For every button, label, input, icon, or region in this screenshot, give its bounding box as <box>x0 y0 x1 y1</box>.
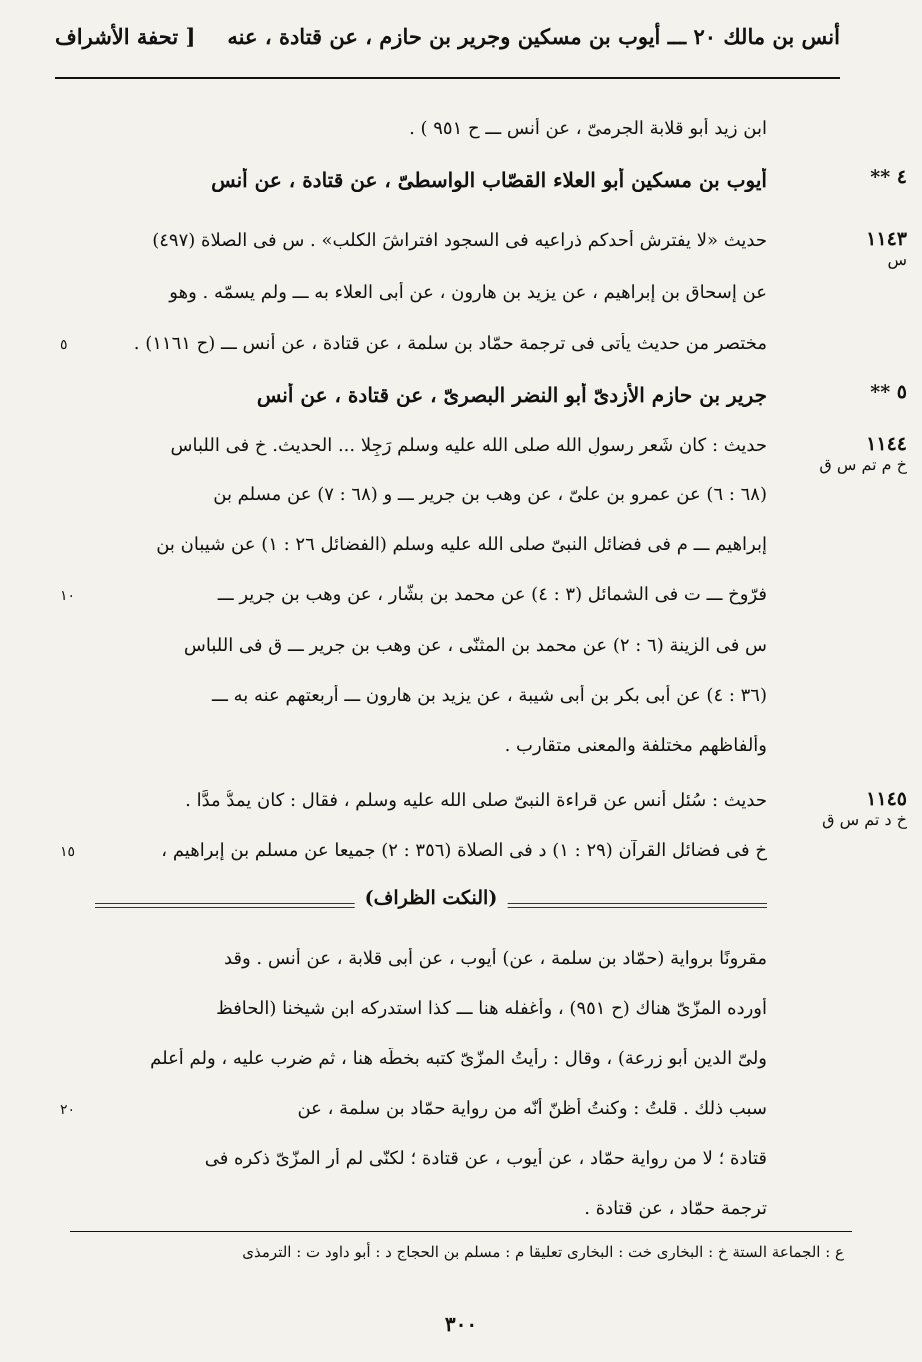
text-line: ابن زيد أبو قلابة الجرمىّ ، عن أنس ـــ ح ٩٥١ ) . <box>409 118 767 139</box>
text-line: (٣٦ : ٤) عن أبى بكر بن أبى شيبة ، عن يزيد بن هارون ـــ أربعتهم عنه به ـــ <box>212 685 767 706</box>
text-line: سبب ذلك . قلتُ : وكنتُ أظنّ أنّه من رواية حمّاد بن سلمة ، عن <box>297 1098 767 1119</box>
text-line: أورده المزّىّ هناك (ح ٩٥١) ، وأغفله هنا ـــ كذا استدركه ابن شيخنا (الحافظ <box>216 998 767 1019</box>
collection-sigla: خ د تم س ق <box>822 810 907 829</box>
entry-heading: جرير بن حازم الأزدىّ أبو النضر البصرىّ ، عن قتادة ، عن أنس <box>256 383 767 407</box>
text-line: قتادة ؛ لا من رواية حمّاد ، عن أيوب ، عن قتادة ؛ لكنّى لم أر المزّىّ ذكره فى <box>204 1148 767 1169</box>
footnote-abbreviations: ع : الجماعة الستة خ : البخارى خت : البخارى تعليقا م : مسلم بن الحجاج د : أبو داود ت : الترمذى <box>242 1243 844 1261</box>
line-number: ٥ <box>60 337 68 353</box>
text-line: فرّوخ ـــ ت فى الشمائل (٣ : ٤) عن محمد بن بشّار ، عن وهب بن جرير ـــ <box>217 584 767 605</box>
line-number: ١٠ <box>60 588 76 604</box>
margin-hadith-number <box>807 381 907 403</box>
entry-heading: أيوب بن مسكين أبو العلاء القصّاب الواسطىّ ، عن قتادة ، عن أنس <box>211 168 767 192</box>
hadith-number: ١١٤٤ <box>866 433 907 455</box>
section-title: (النكت الظراف) <box>355 887 508 909</box>
collection-sigla: خ م تم س ق <box>819 455 907 474</box>
header-left-title: [ تحفة الأشراف <box>55 24 196 49</box>
text-line: ترجمة حمّاد ، عن قتادة . <box>584 1198 767 1219</box>
hadith-number: ١١٤٥ <box>866 788 907 810</box>
running-header <box>55 20 840 60</box>
hadith-number: ١١٤٣ <box>866 228 907 250</box>
margin-hadith-number <box>807 166 907 188</box>
text-line: حديث : سُئل أنس عن قراءة النبىّ صلى الله عليه وسلم ، فقال : كان يمدُّ مدًّا . <box>185 790 767 811</box>
section-heading <box>95 885 767 925</box>
header-rule <box>55 77 840 79</box>
footnote-rule <box>70 1231 852 1232</box>
line-number: ٢٠ <box>60 1102 76 1118</box>
margin-hadith-number <box>807 788 907 829</box>
hadith-number: ٥ ** <box>870 381 907 403</box>
header-right-title: أنس بن مالك ٢٠ ـــ أيوب بن مسكين وجرير بن حازم ، عن قتادة ، عنه <box>227 24 840 49</box>
text-line: (٦٨ : ٦) عن عمرو بن علىّ ، عن وهب بن جرير ـــ و (٦٨ : ٧) عن مسلم بن <box>213 484 767 505</box>
text-line: إبراهيم ـــ م فى فضائل النبىّ صلى الله عليه وسلم (الفضائل ٢٦ : ١) عن شيبان بن <box>156 534 767 555</box>
hadith-number: ٤ ** <box>870 166 907 188</box>
text-line: وألفاظهم مختلفة والمعنى متقارب . <box>504 735 767 756</box>
text-line: ولىّ الدين أبو زرعة) ، وقال : رأيتُ المزّىّ كتبه بخطّه هنا ، ثم ضرب عليه ، ولم أعلم <box>150 1048 767 1069</box>
margin-hadith-number <box>807 433 907 474</box>
text-line: حديث : كان شَعر رسولِ الله صلى الله عليه وسلم رَجِلا ... الحديث. خ فى اللباس <box>170 435 767 456</box>
text-line: حديث «لا يفترش أحدكم ذراعيه فى السجود افتراشَ الكلب» . س فى الصلاة (٤٩٧) <box>152 230 767 251</box>
text-line: عن إسحاق بن إبراهيم ، عن يزيد بن هارون ، عن أبى العلاء به ـــ ولم يسمّه . وهو <box>169 282 767 303</box>
margin-hadith-number <box>807 228 907 269</box>
text-line: خ فى فضائل القرآن (٢٩ : ١) د فى الصلاة (٣٥٦ : ٢) جميعا عن مسلم بن إبراهيم ، <box>161 840 767 861</box>
text-line: مقرونًا برواية (حمّاد بن سلمة ، عن) أيوب ، عن أبى قلابة ، عن أنس . وقد <box>223 948 767 969</box>
collection-sigla: س <box>887 250 907 269</box>
text-line: س فى الزينة (٦ : ٢) عن محمد بن المثنّى ، عن وهب بن جرير ـــ ق فى اللباس <box>183 635 767 656</box>
line-number: ١٥ <box>60 844 76 860</box>
page-number: ٣٠٠ <box>444 1312 478 1336</box>
text-line: مختصر من حديث يأتى فى ترجمة حمّاد بن سلمة ، عن قتادة ، عن أنس ـــ (ح ١١٦١) . <box>133 333 767 354</box>
